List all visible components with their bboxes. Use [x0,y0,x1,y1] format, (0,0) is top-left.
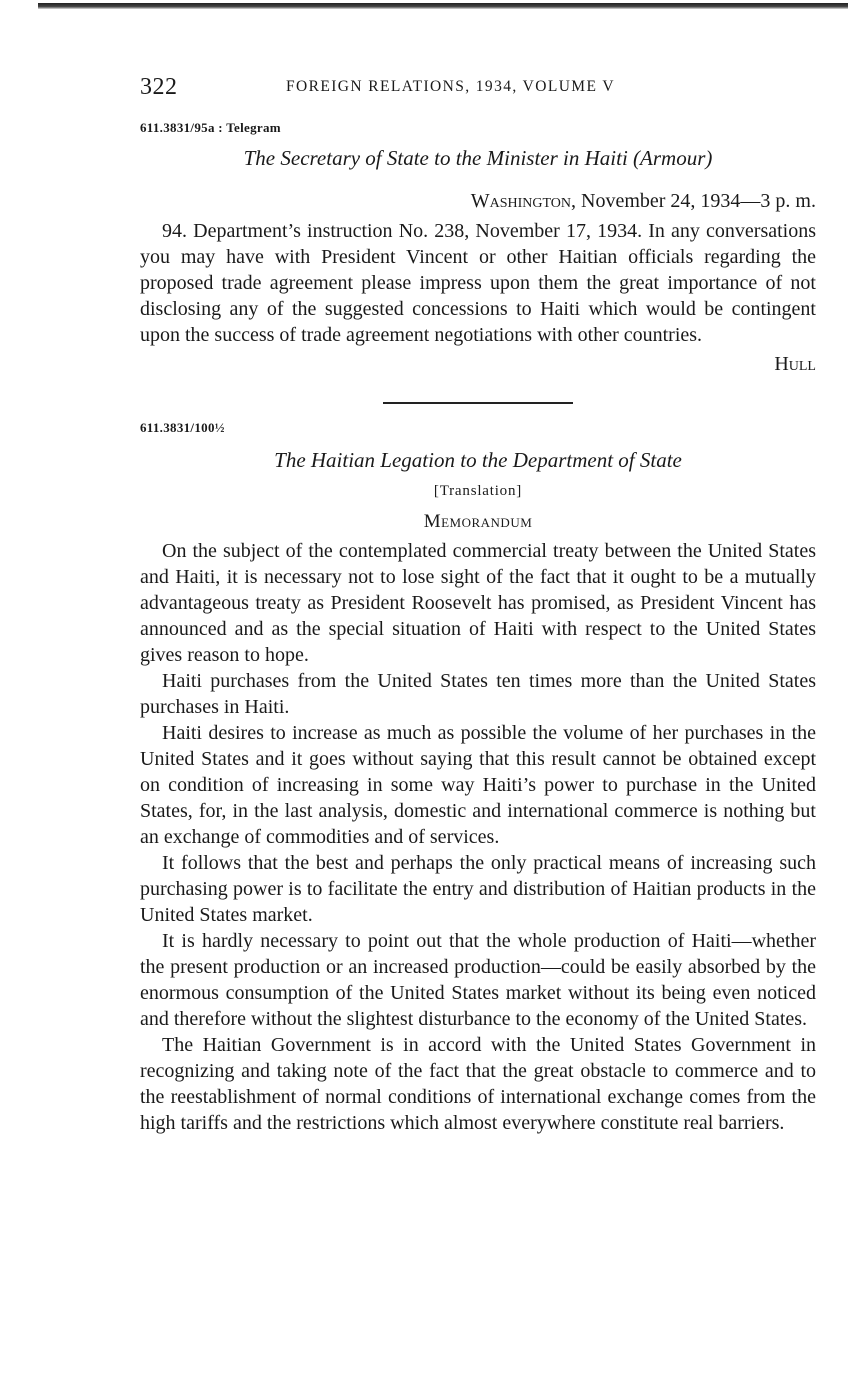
signature: Hull [774,353,816,375]
section-separator [383,402,573,404]
running-head: FOREIGN RELATIONS, 1934, VOLUME V [286,78,615,95]
page-header [140,74,820,104]
document-title: The Haitian Legation to the Department of State [274,448,682,472]
memo-paragraph: Haiti purchases from the United States ten times more than the United States purchases in Haiti. [140,670,816,718]
dateline [140,186,816,216]
translation-note: [Translation] [433,483,523,499]
document-telegram [140,118,816,378]
memo-paragraph: Haiti desires to increase as much as possible the volume of her purchases in the United States and it goes without saying that this result cannot be obtained except on condition of increasing in some way Haiti’s power to purchase in the United States, for, in the last analysis, domestic and international commerce is nothing but an exchange of commodities and of services. [140,722,816,848]
dateline-date: , November 24, 1934—3 p. m. [571,190,816,212]
document-title: The Secretary of State to the Minister in Haiti (Armour) [243,146,713,170]
memo-paragraph: It is hardly necessary to point out that the whole production of Haiti—whether the present production or an increased production—could be easily absorbed by the enormous consumption of the United States market without its being even noticed and therefore without the slightest disturbance to the economy of the United States. [140,930,816,1030]
page-content [140,118,816,1136]
memo-paragraph: The Haitian Government is in accord with the United States Government in recognizing and taking note of the fact that the great obstacle to commerce and to the reestablishment of normal conditions of international exchange comes from the high tariffs and the restrictions which almost everywhere constitute real barriers. [140,1034,816,1134]
memo-paragraph: On the subject of the contemplated commercial treaty between the United States and Haiti, it is necessary not to lose sight of the fact that it ought to be a mutually advantageous treaty as President Roosevelt has promised, as President Vincent has announced and as the special situation of Haiti with respect to the United States gives reason to hope. [140,540,816,666]
dateline-place: Washington [470,190,572,212]
top-rule [38,3,848,9]
file-reference: 611.3831/100½ [140,420,225,435]
page-number: 322 [140,74,178,100]
telegram-paragraph: 94. Department’s instruction No. 238, November 17, 1934. In any conversations you may have with President Vincent or other Haitian officials regarding the proposed trade agreement please impress upon them the great importance of not disclosing any of the suggested concessions to Haiti which would be contingent upon the success of trade agreement negotiations with other countries. [140,220,816,346]
memorandum-heading: Memorandum [423,511,533,532]
file-reference: 611.3831/95a : Telegram [140,120,281,135]
document-memorandum [140,418,816,1136]
memo-paragraph: It follows that the best and perhaps the only practical means of increasing such purchasing power is to facilitate the entry and distribution of Haitian products in the United States market. [140,852,816,926]
